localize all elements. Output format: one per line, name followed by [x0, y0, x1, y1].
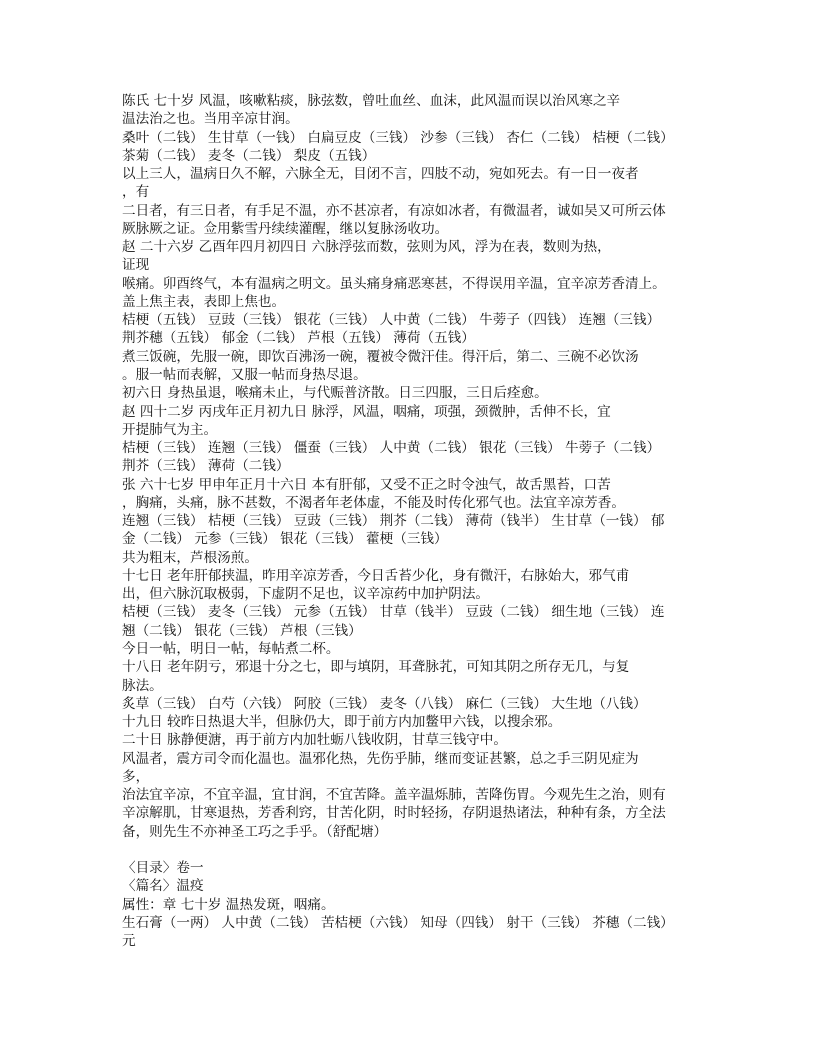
- text-line: 盖上焦主表，表即上焦也。: [122, 293, 286, 310]
- text-line: 翘（二钱） 银花（三钱） 芦根（三钱）: [122, 622, 362, 639]
- chapter-title: 〈篇名〉温疫: [122, 878, 204, 895]
- text-line: 陈氏 七十岁 风温，咳嗽粘痰，脉弦数，曾吐血丝、血沫，此风温而误以治风寒之辛: [122, 93, 621, 109]
- text-line: 初六日 身热虽退，喉痛未止，与代赈普济散。日三四服，三日后痊愈。: [122, 385, 548, 402]
- text-line: 多，: [122, 768, 150, 785]
- text-line: 厥脉厥之证。佥用紫雪丹续续灌醒，继以复脉汤收功。: [122, 220, 449, 237]
- text-line: 桔梗（三钱） 麦冬（三钱） 元参（五钱） 甘草（钱半） 豆豉（二钱） 细生地（三钱） 连: [122, 604, 665, 621]
- text-line: 茶菊（二钱） 麦冬（二钱） 梨皮（五钱）: [122, 147, 376, 164]
- text-line: 连翘（三钱） 桔梗（三钱） 豆豉（三钱） 荆芥（二钱） 薄荷（钱半） 生甘草（一钱） 郁: [122, 513, 665, 530]
- text-line: 荆芥穗（五钱） 郁金（二钱） 芦根（五钱） 薄荷（五钱）: [122, 330, 475, 347]
- attribute-line: 属性：章 七十岁 温热发斑，咽痛。: [122, 896, 335, 913]
- text-line: ，有: [122, 184, 150, 201]
- text-line: 炙草（三钱） 白芍（六钱） 阿胶（三钱） 麦冬（八钱） 麻仁（三钱） 大生地（八钱）: [122, 695, 647, 712]
- text-line: 金（二钱） 元参（三钱） 银花（三钱） 藿梗（三钱）: [122, 531, 448, 548]
- text-line: 备，则先生不亦神圣工巧之手乎。（舒配塘）: [122, 823, 388, 840]
- text-line: 今日一帖，明日一帖，每帖煮二杯。: [122, 640, 340, 657]
- blank-line: [122, 841, 702, 859]
- text-line: 辛凉解肌，甘寒退热，芳香利窍，甘苦化阴，时时轻扬，存阴退热诸法，种种有条，方全法: [122, 805, 666, 822]
- text-line: 。服一帖而表解，又服一帖而身热尽退。: [122, 366, 367, 383]
- text-line: 二十日 脉静便溏，再于前方内加牡蛎八钱收阴，甘草三钱守中。: [122, 732, 507, 749]
- text-line: 桔梗（五钱） 豆豉（三钱） 银花（三钱） 人中黄（二钱） 牛蒡子（四钱） 连翘（三钱）: [122, 312, 661, 329]
- text-line: 共为粗末，芦根汤煎。: [122, 549, 258, 566]
- text-line: 桔梗（三钱） 连翘（三钱） 僵蚕（三钱） 人中黄（二钱） 银花（三钱） 牛蒡子（二钱）: [122, 440, 661, 457]
- text-line: 煮三饭碗，先服一碗，即饮百沸汤一碗，覆被令微汗佳。得汗后，第二、三碗不必饮汤: [122, 348, 639, 365]
- text-line: 桑叶（二钱） 生甘草（一钱） 白扁豆皮（三钱） 沙参（三钱） 杏仁（二钱） 桔梗（二钱）: [122, 129, 674, 146]
- text-line: 二日者，有三日者，有手足不温，亦不甚凉者，有凉如冰者，有微温者，诚如吴又可所云体: [122, 202, 666, 219]
- text-line: 证现: [122, 257, 150, 274]
- text-line: 开提肺气为主。: [122, 421, 218, 438]
- text-line: 元: [122, 933, 136, 950]
- text-line: 风温者，震方司令而化温也。温邪化热，先伤乎肺，继而变证甚繁，总之手三阴见症为: [122, 750, 639, 767]
- text-line: 温法治之也。当用辛凉甘润。: [122, 111, 299, 128]
- toc-heading: 〈目录〉卷一: [122, 860, 204, 877]
- text-line: 出，但六脉沉取极弱，下虚阴不足也，议辛凉药中加护阴法。: [122, 586, 490, 603]
- text-line: 赵 四十二岁 丙戌年正月初九日 脉浮，风温，咽痛，项强，颈微肿，舌伸不长，宜: [122, 403, 611, 420]
- text-line: 十七日 老年肝郁挟温，昨用辛凉芳香，今日舌苔少化，身有微汗，右脉始大，邪气甫: [122, 567, 630, 584]
- document-page: [122, 92, 702, 950]
- text-line: 治法宜辛凉，不宜辛温，宜甘润，不宜苦降。盖辛温烁肺，苦降伤胃。今观先生之治，则有: [122, 787, 666, 804]
- text-line: 十九日 较昨日热退大半，但脉仍大，即于前方内加鳖甲六钱，以搜余邪。: [122, 714, 562, 731]
- text-line: 张 六十七岁 甲申年正月十六日 本有肝郁，又受不正之时令浊气，故舌黑苔，口苦: [122, 476, 611, 493]
- text-line: 荆芥（三钱） 薄荷（二钱）: [122, 458, 290, 475]
- text-line: 喉痛。卯酉终气，本有温病之明文。虽头痛身痛恶寒甚，不得误用辛温，宜辛凉芳香清上。: [122, 275, 666, 292]
- text-line: 赵 二十六岁 乙酉年四月初四日 六脉浮弦而数，弦则为风，浮为在表，数则为热，: [122, 239, 611, 256]
- text-line: 生石膏（一两） 人中黄（二钱） 苦桔梗（六钱） 知母（四钱） 射干（三钱） 芥穗（二钱）: [122, 914, 674, 931]
- text-line: 十八日 老年阴亏，邪退十分之七，即与填阴，耳聋脉芤，可知其阴之所存无几，与复: [122, 659, 630, 676]
- text-line: 脉法。: [122, 677, 163, 694]
- text-line: ，胸痛，头痛，脉不甚数，不渴者年老体虚，不能及时传化邪气也。法宜辛凉芳香。: [122, 494, 625, 511]
- text-line: 以上三人，温病日久不解，六脉全无，目闭不言，四肢不动，宛如死去。有一日一夜者: [122, 166, 639, 183]
